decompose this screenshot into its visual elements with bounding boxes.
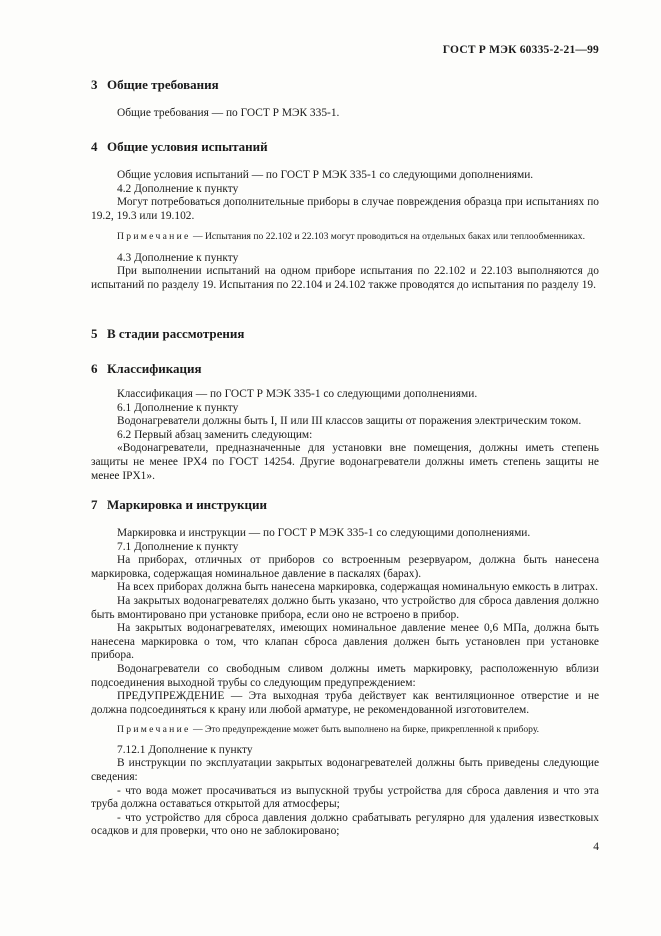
note: Примечание — Испытания по 22.102 и 22.103 могут проводиться на отдельных баках или теплообменниках.	[117, 231, 585, 243]
paragraph: На всех приборах должна быть нанесена маркировка, содержащая номинальную емкость в литрах.	[117, 581, 599, 594]
list-item: - что вода может просачиваться из выпускной трубы устройства для сброса давления и что эта труба должна оставаться открытой для атмосферы;	[91, 784, 599, 811]
paragraph: В инструкции по эксплуатации закрытых водонагревателей должны быть приведены следующие сведения:	[91, 757, 599, 783]
page-number: 4	[593, 841, 599, 853]
paragraph: 7.12.1 Дополнение к пункту	[117, 743, 253, 756]
paragraph: 7.1 Дополнение к пункту	[117, 540, 239, 553]
section-3-heading: 3 Общие требования	[91, 77, 219, 92]
paragraph: На приборах, отличных от приборов со встроенным резервуаром, должна быть нанесена маркировка, содержащая номинальное давление в паскалях (барах).	[91, 554, 599, 580]
paragraph: Классификация — по ГОСТ Р МЭК 335-1 со следующими дополнениями.	[117, 388, 478, 400]
paragraph: 4.3 Дополнение к пункту	[117, 251, 239, 264]
warning-paragraph: ПРЕДУПРЕЖДЕНИЕ — Эта выходная труба действует как вентиляционное отверстие и не должна подсоединяться к крану или любой арматуре, не рекомендованной изготовителем.	[91, 690, 599, 716]
paragraph: Водонагреватели со свободным сливом должны иметь маркировку, расположенную вблизи подсоединения выходной трубы со следующим предупреждением:	[91, 662, 599, 689]
paragraph: «Водонагреватели, предназначенные для установки вне помещения, должны иметь степень защиты не менее IPX4 по ГОСТ 14254. Другие водонагреватели должны иметь степень защиты не менее IPX1».	[91, 442, 599, 482]
section-4-heading: 4 Общие условия испытаний	[91, 139, 268, 154]
section-3-body	[91, 107, 599, 121]
list-item: - что устройство для сброса давления должно срабатывать регулярно для удаления известковых осадков и для проверки, что оно не заблокировано;	[91, 811, 599, 838]
paragraph: Общие условия испытаний — по ГОСТ Р МЭК 335-1 со следующими дополнениями.	[117, 169, 534, 181]
paragraph: Могут потребоваться дополнительные приборы в случае повреждения образца при испытаниях по 19.2, 19.3 или 19.102.	[91, 196, 599, 222]
section-6-heading: 6 Классификация	[91, 361, 202, 376]
standard-id: ГОСТ Р МЭК 60335-2-21—99	[442, 44, 599, 56]
paragraph: Маркировка и инструкции — по ГОСТ Р МЭК 335-1 со следующими дополнениями.	[117, 527, 531, 539]
section-4-body	[91, 169, 599, 293]
paragraph: 4.2 Дополнение к пункту	[117, 182, 239, 195]
note: Примечание — Это предупреждение может быть выполнено на бирке, прикрепленной к прибору.	[117, 724, 540, 736]
paragraph: Общие требования — по ГОСТ Р МЭК 335-1.	[117, 107, 340, 119]
paragraph: На закрытых водонагревателях, имеющих номинальное давление менее 0,6 МПа, должна быть нанесена маркировка о том, что клапан сброса давления должен быть установлен при установке прибора.	[91, 622, 599, 662]
paragraph: 6.1 Дополнение к пункту	[117, 401, 239, 414]
section-5-heading: 5 В стадии рассмотрения	[91, 326, 245, 341]
paragraph: При выполнении испытаний на одном приборе испытания по 22.102 и 22.103 выполняются до испытаний по разделу 19. Испытания по 22.104 и 24.102 также проводятся до испытания по разделу 19.	[91, 265, 599, 291]
paragraph: Водонагреватели должны быть I, II или III классов защиты от поражения электрическим током.	[117, 415, 582, 428]
section-7-body	[91, 527, 599, 839]
paragraph: На закрытых водонагревателях должно быть указано, что устройство для сброса давления должно быть вмонтировано при установке прибора, если оно не встроено в прибор.	[91, 594, 599, 621]
paragraph: 6.2 Первый абзац заменить следующим:	[117, 428, 313, 441]
section-7-heading: 7 Маркировка и инструкции	[91, 497, 268, 512]
section-6-body	[91, 388, 599, 483]
